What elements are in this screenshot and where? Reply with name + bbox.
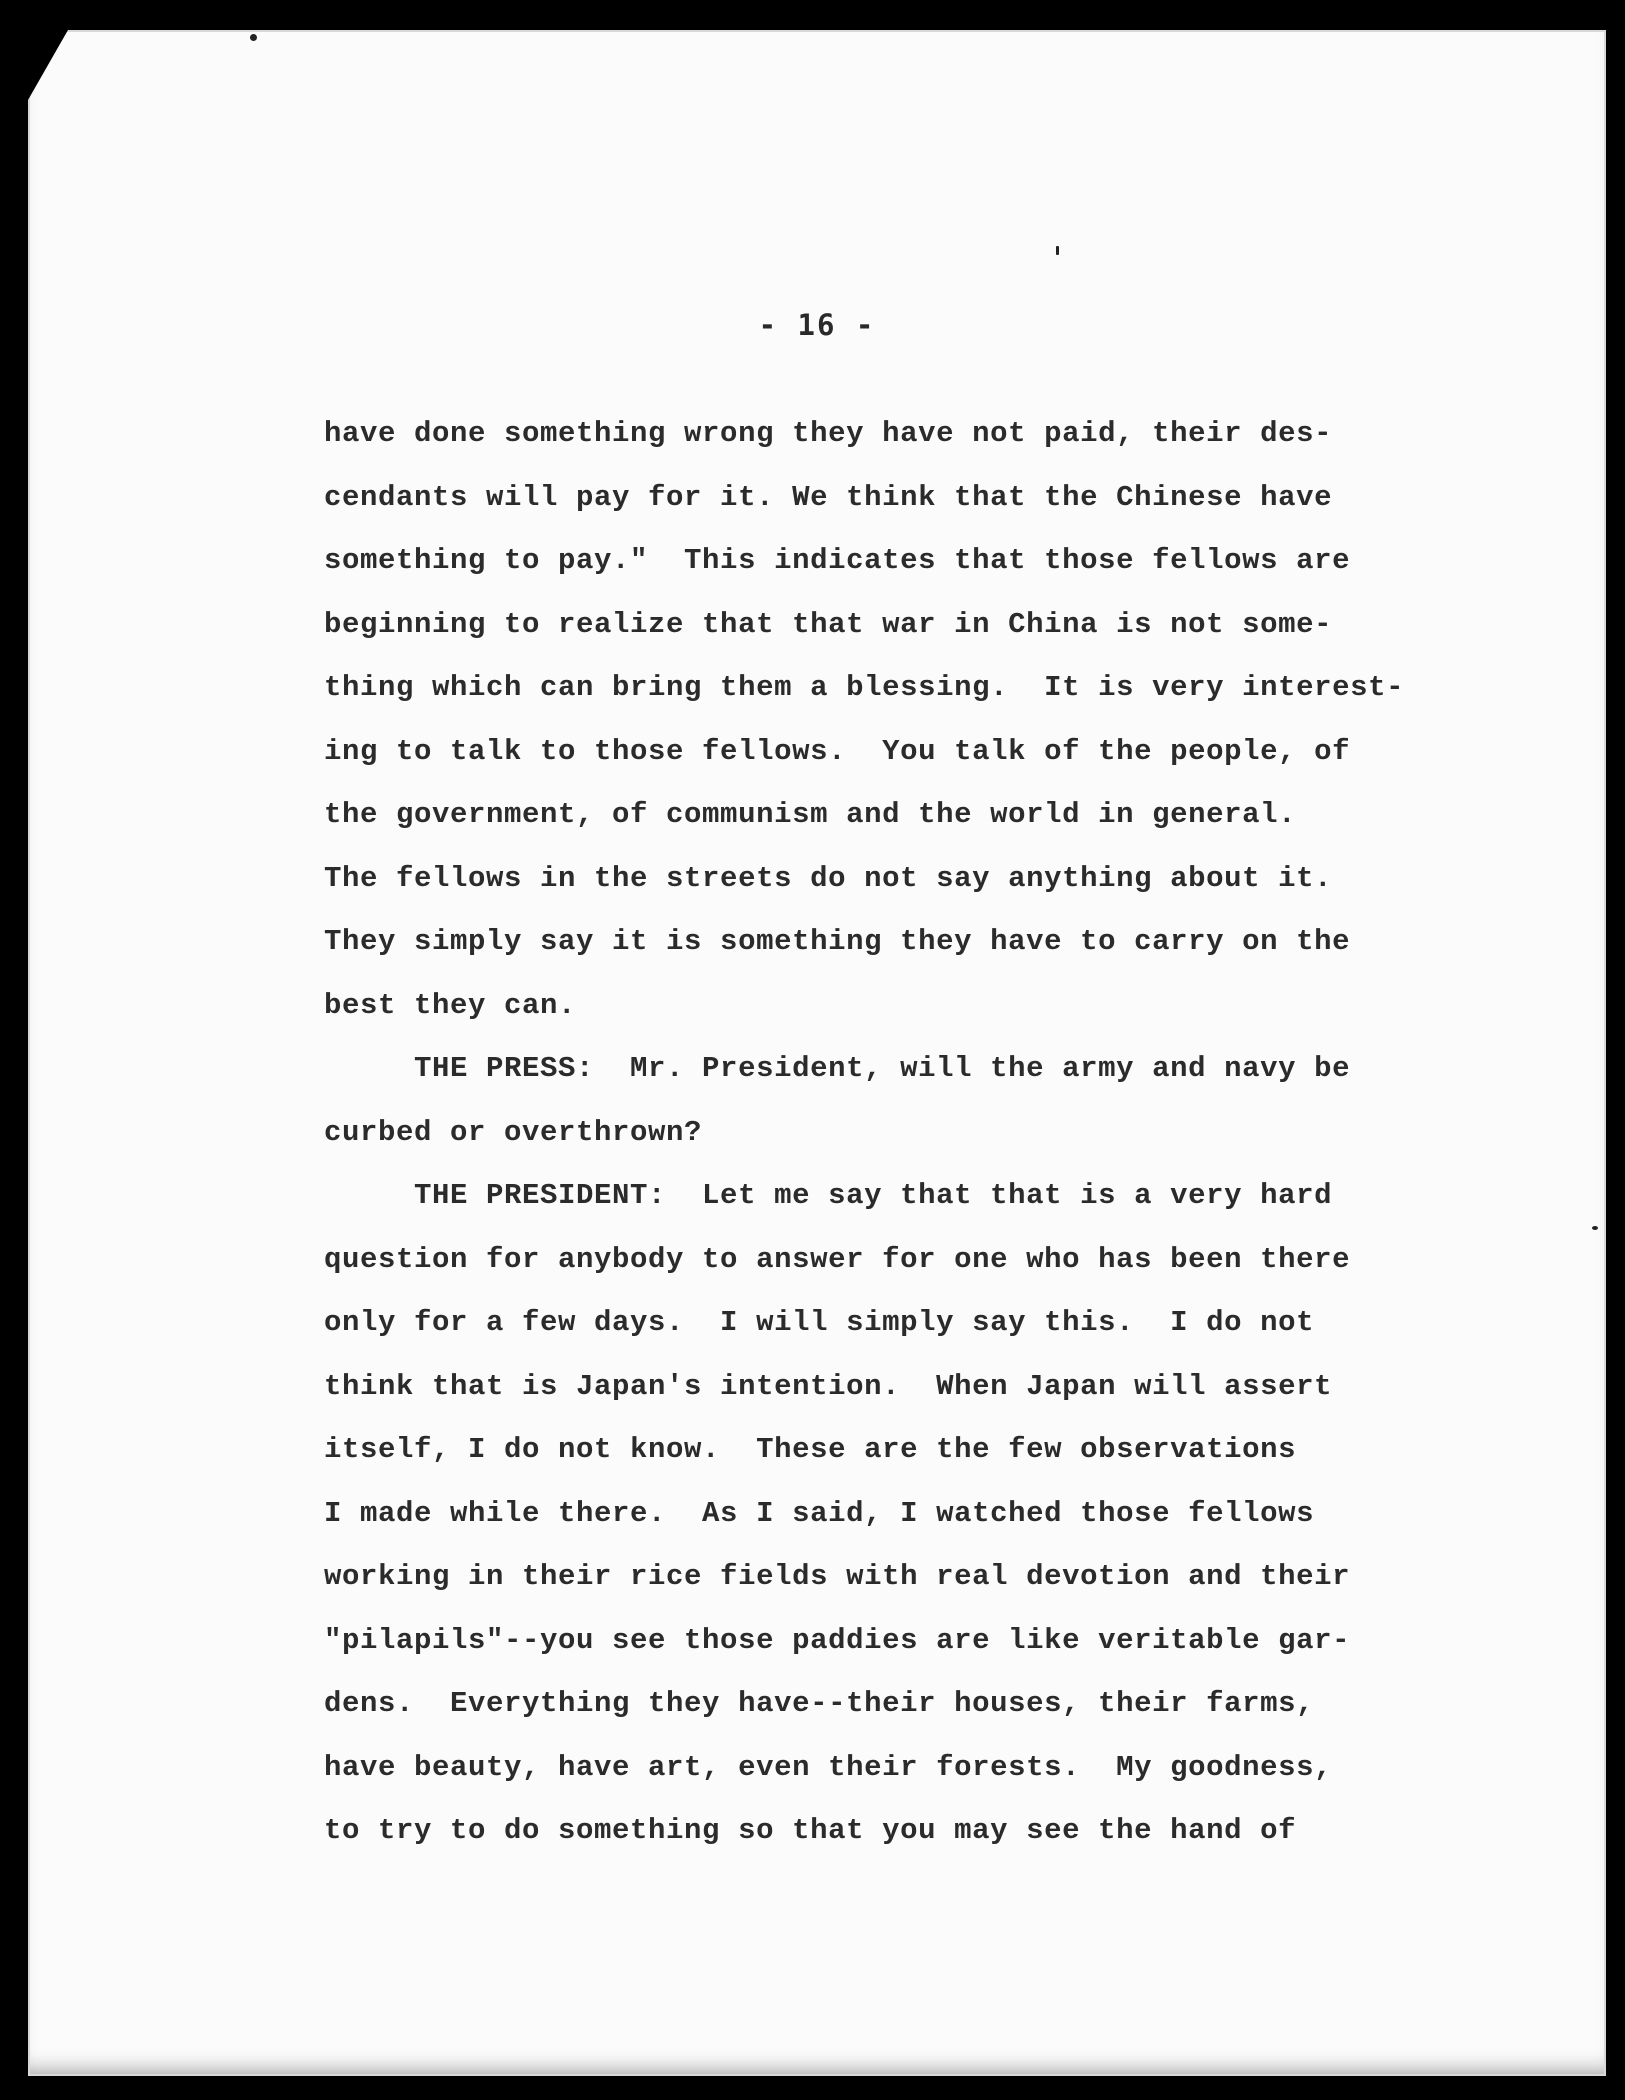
text-line: ing to talk to those fellows. You talk of the people, of (324, 734, 1351, 768)
text-line: I made while there. As I said, I watched those fellows (324, 1496, 1315, 1530)
text-line: have done something wrong they have not paid, their des- (324, 417, 1333, 450)
text-line: question for anybody to answer for one who has been there (324, 1242, 1351, 1276)
text-line: THE PRESS: Mr. President, will the army and navy be (324, 1052, 1351, 1085)
text-line: the government, of communism and the world in general. (324, 798, 1297, 831)
text-line: The fellows in the streets do not say anything about it. (324, 861, 1333, 895)
text-line: They simply say it is something they have to carry on the (324, 925, 1351, 958)
text-line: beginning to realize that that war in China is not some- (324, 607, 1333, 641)
text-line: cendants will pay for it. We think that the Chinese have (324, 480, 1333, 514)
text-line: thing which can bring them a blessing. It is very interest- (324, 671, 1405, 704)
text-line: dens. Everything they have--their houses, their farms, (324, 1687, 1315, 1720)
text-line: THE PRESIDENT: Let me say that that is a very hard (324, 1179, 1333, 1212)
text-line: curbed or overthrown? (324, 1115, 703, 1149)
text-line: itself, I do not know. These are the few observations (324, 1433, 1297, 1466)
text-line: think that is Japan's intention. When Japan will assert (324, 1369, 1333, 1403)
ink-speck (1056, 246, 1059, 255)
text-line: have beauty, have art, even their forests. My goodness, (324, 1750, 1333, 1784)
text-line: only for a few days. I will simply say this. I do not (324, 1306, 1315, 1339)
typewritten-page (28, 30, 1606, 2076)
ink-speck (1592, 1226, 1598, 1230)
ink-speck (250, 34, 257, 41)
text-line: working in their rice fields with real devotion and their (324, 1560, 1351, 1593)
page-number: - 16 - (758, 308, 876, 342)
text-line: "pilapils"--you see those paddies are like veritable gar- (324, 1623, 1351, 1657)
text-line: something to pay." This indicates that those fellows are (324, 544, 1351, 577)
text-line: to try to do something so that you may see the hand of (324, 1814, 1297, 1847)
text-line: best they can. (324, 988, 577, 1022)
body-text (324, 402, 1484, 1863)
